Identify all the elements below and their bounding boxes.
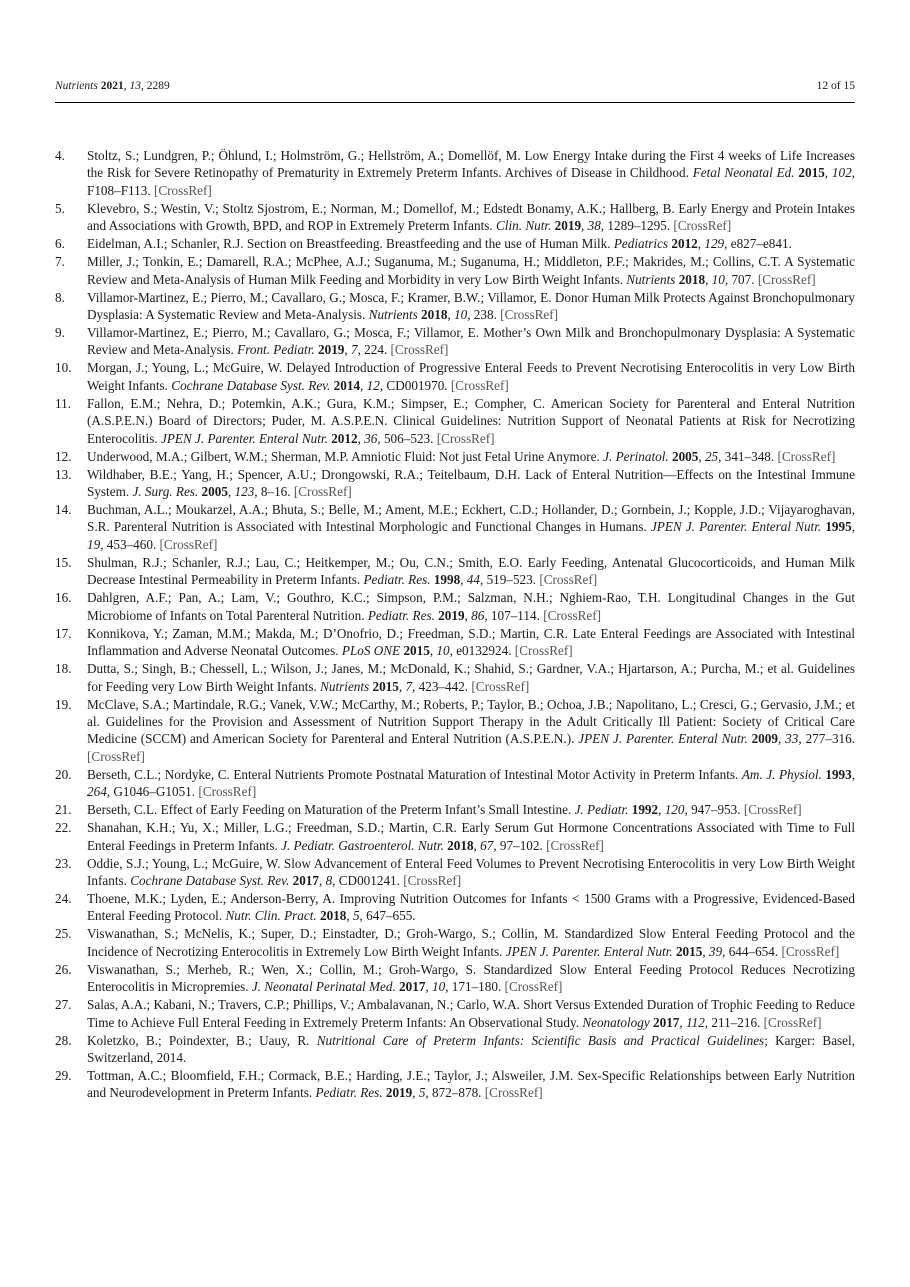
reference-journal: Nutrients bbox=[320, 678, 370, 694]
reference-number: 28. bbox=[55, 1032, 72, 1048]
reference-journal: 39 bbox=[708, 943, 723, 959]
reference-year: 2015 bbox=[403, 643, 430, 659]
journal-article: , 2289 bbox=[140, 80, 170, 92]
reference-year: 2017 bbox=[292, 872, 319, 888]
reference-item bbox=[55, 359, 855, 394]
reference-number: 27. bbox=[55, 997, 72, 1013]
crossref-link[interactable]: [CrossRef] bbox=[673, 218, 732, 234]
reference-text: Eidelman, A.I.; Schanler, R.J. Section on Breastfeeding. Breastfeeding and the use of Human Milk. bbox=[87, 236, 614, 252]
reference-number: 21. bbox=[55, 802, 72, 818]
crossref-link[interactable]: [CrossRef] bbox=[436, 430, 495, 446]
crossref-link[interactable]: [CrossRef] bbox=[539, 572, 598, 588]
reference-journal: Neonatology bbox=[582, 1014, 650, 1030]
reference-item bbox=[55, 625, 855, 660]
reference-item bbox=[55, 961, 855, 996]
journal-volume: 13 bbox=[129, 80, 141, 92]
reference-text: , 8–16. bbox=[254, 484, 294, 500]
reference-journal: 8 bbox=[325, 872, 333, 888]
reference-item bbox=[55, 855, 855, 890]
reference-item bbox=[55, 200, 855, 235]
reference-item bbox=[55, 801, 855, 818]
reference-text: Viswanathan, S.; Merheb, R.; Wen, X.; Collin, M.; Groh-Wargo, S. Standardized Slow Enteral Feeding Protocol Reduces Necrotizing Enterocolitis in Micropremies. bbox=[87, 961, 855, 995]
reference-journal: JPEN J. Parenter. Enteral Nutr. bbox=[160, 430, 328, 446]
crossref-link[interactable]: [CrossRef] bbox=[390, 342, 449, 358]
reference-journal: 10 bbox=[454, 307, 468, 323]
reference-text: Morgan, J.; Young, L.; McGuire, W. Delayed Introduction of Progressive Enteral Feeds to Prevent Necrotising Enterocolitis in very Low Birth Weight Infants. bbox=[87, 360, 855, 393]
reference-journal: 7 bbox=[405, 678, 413, 694]
reference-journal: J. Pediatr. bbox=[574, 802, 629, 818]
reference-number: 11. bbox=[55, 395, 71, 411]
reference-text: , bbox=[679, 1014, 686, 1030]
reference-year: 2018 bbox=[678, 271, 706, 287]
reference-year: 2014 bbox=[333, 377, 361, 393]
reference-journal: Fetal Neonatal Ed. bbox=[692, 165, 795, 181]
reference-text: , bbox=[318, 872, 326, 888]
reference-journal: Pediatr. Res. bbox=[367, 607, 435, 623]
reference-number: 10. bbox=[55, 360, 72, 376]
reference-year: 2009 bbox=[751, 731, 778, 747]
reference-item bbox=[55, 501, 855, 553]
reference-text: , bbox=[227, 484, 235, 500]
reference-year: 2012 bbox=[671, 236, 698, 252]
reference-text: Miller, J.; Tonkin, E.; Damarell, R.A.; McPhee, A.J.; Suganuma, M.; Suganuma, H.; Middleton, P.F.; Makrides, M.; Collins, C.T. A Systematic Review and Meta-Analysis of Human Milk Feeding and Morbidity in very Low Birth Weight Infants. bbox=[87, 254, 855, 287]
reference-text: , bbox=[429, 643, 437, 659]
reference-text: , CD001241. bbox=[332, 872, 404, 888]
reference-year: 2019 bbox=[385, 1085, 413, 1101]
reference-journal: 19 bbox=[87, 536, 101, 552]
reference-journal: J. Pediatr. Gastroenterol. Nutr. bbox=[281, 837, 444, 853]
crossref-link[interactable]: [CrossRef] bbox=[471, 678, 530, 694]
reference-text: , bbox=[346, 908, 353, 924]
reference-number: 25. bbox=[55, 926, 72, 942]
reference-item bbox=[55, 660, 855, 695]
reference-text: , 97–102. bbox=[493, 837, 547, 853]
reference-text: , CD001970. bbox=[379, 377, 451, 393]
reference-text: Underwood, M.A.; Gilbert, W.M.; Sherman, M.P. Amniotic Fluid: Not just Fetal Urine Anymore. bbox=[87, 448, 604, 464]
reference-text: Berseth, C.L.; Nordyke, C. Enteral Nutrients Promote Postnatal Maturation of Intestinal Motor Activity in Preterm Infants. bbox=[87, 766, 742, 782]
reference-text: , bbox=[412, 1085, 419, 1101]
crossref-link[interactable]: [CrossRef] bbox=[403, 872, 462, 888]
reference-year: 2018 bbox=[319, 908, 347, 924]
reference-journal: 36 bbox=[364, 430, 378, 446]
reference-number: 7. bbox=[55, 254, 65, 270]
journal-name: Nutrients bbox=[55, 80, 98, 92]
reference-text: , 519–523. bbox=[479, 572, 540, 588]
reference-item bbox=[55, 253, 855, 288]
reference-journal: PLoS ONE bbox=[341, 643, 401, 659]
reference-item bbox=[55, 466, 855, 501]
reference-number: 18. bbox=[55, 661, 72, 677]
crossref-link[interactable]: [CrossRef] bbox=[763, 1014, 822, 1030]
reference-year: 2019 bbox=[438, 607, 465, 623]
page-number: 12 of 15 bbox=[816, 80, 855, 92]
reference-number: 9. bbox=[55, 325, 65, 341]
reference-text: Koletzko, B.; Poindexter, B.; Uauy, R. bbox=[87, 1032, 317, 1048]
reference-journal: Pediatrics bbox=[613, 236, 669, 252]
reference-text: McClave, S.A.; Martindale, R.G.; Vanek, V.W.; McCarthy, M.; Roberts, P.; Taylor, B.; Ochoa, J.B.; Napolitano, L.; Cresci, G.; Gervasio, J.M.; et al. Guidelines for the Provision and Assessment of Nutrition Support Therapy in the Adult Critically Ill Patient: Society of Critical Care Medicine (SCCM) and American Society for Parenteral and Enteral Nutrition (A.S.P.E.N.). bbox=[87, 696, 855, 747]
reference-item bbox=[55, 890, 855, 925]
reference-item bbox=[55, 235, 855, 252]
reference-text: , bbox=[824, 165, 832, 181]
reference-journal: Am. J. Physiol. bbox=[741, 766, 822, 782]
reference-number: 6. bbox=[55, 236, 65, 252]
reference-text: Fallon, E.M.; Nehra, D.; Potemkin, A.K.; Gura, K.M.; Simpser, E.; Compher, C. American Society for Parenteral and Enteral Nutrition (A.S.P.E.N.) Board of Directors; Puder, M. A.S.P.E.N. Clinical Guidelines: Nutrition Support of Neonatal Patients at Risk for Necrotizing Enterocolitis. bbox=[87, 395, 855, 446]
reference-text: Konnikova, Y.; Zaman, M.M.; Makda, M.; D’Onofrio, D.; Freedman, S.D.; Martin, C.R. Late Enteral Feedings are Associated with Intestinal Inflammation and Adverse Neonatal Outcomes. bbox=[87, 625, 855, 659]
reference-text: , 647–655. bbox=[359, 908, 416, 924]
reference-journal: J. Perinatol. bbox=[603, 448, 669, 464]
reference-journal: 12 bbox=[366, 377, 380, 393]
reference-number: 15. bbox=[55, 554, 72, 570]
reference-journal: Pediatr. Res. bbox=[363, 572, 431, 588]
reference-number: 29. bbox=[55, 1067, 72, 1083]
reference-number: 16. bbox=[55, 590, 72, 606]
reference-number: 4. bbox=[55, 148, 65, 163]
reference-text: Tottman, A.C.; Bloomfield, F.H.; Cormack, B.E.; Harding, J.E.; Taylor, J.; Alsweiler, J.M. Sex-Specific Relationships between Early Nutrition and Neurodevelopment in Preterm Infants. bbox=[87, 1067, 855, 1101]
reference-number: 14. bbox=[55, 502, 72, 518]
reference-journal: 25 bbox=[704, 448, 719, 464]
running-header bbox=[55, 80, 855, 103]
reference-journal: Cochrane Database Syst. Rev. bbox=[130, 872, 290, 888]
reference-journal: Clin. Nutr. bbox=[496, 218, 552, 234]
reference-text: , 453–460. bbox=[100, 536, 160, 552]
reference-item bbox=[55, 996, 855, 1031]
crossref-link[interactable]: [CrossRef] bbox=[743, 802, 802, 818]
reference-number: 23. bbox=[55, 855, 72, 871]
reference-journal: 67 bbox=[480, 837, 494, 853]
reference-item bbox=[55, 766, 855, 801]
reference-text: ; Karger: Basel, Switzerland, 2014. bbox=[87, 1032, 855, 1065]
reference-item bbox=[55, 147, 855, 199]
reference-year: 1995 bbox=[825, 519, 852, 535]
reference-text: , bbox=[464, 607, 472, 623]
reference-journal: 129 bbox=[704, 236, 725, 252]
reference-text: , bbox=[777, 731, 786, 747]
reference-journal: 38 bbox=[587, 218, 601, 234]
reference-text: , e827–e841. bbox=[724, 236, 792, 252]
reference-item bbox=[55, 395, 855, 447]
reference-journal: Nutrients bbox=[368, 307, 418, 323]
reference-journal: 5 bbox=[352, 908, 360, 924]
reference-text: , bbox=[658, 802, 665, 818]
reference-text: Villamor-Martinez, E.; Pierro, M.; Cavallaro, G.; Mosca, F.; Kramer, B.W.; Villamor, E. Donor Human Milk Protects Against Bronchopulmonary Dysplasia: A Systematic Review and Meta-Analysis. bbox=[87, 289, 855, 323]
reference-text: Stoltz, S.; Lundgren, P.; Öhlund, I.; Holmström, G.; Hellström, A.; Domellöf, M. Low Energy Intake during the First 4 weeks of Life Increases the Risk for Severe Retinopathy of Prematurity in Extremely Preterm Infants. Archives of Disease in Childhood. bbox=[87, 148, 855, 181]
reference-item bbox=[55, 819, 855, 854]
reference-text: , bbox=[851, 519, 855, 535]
reference-text: , 211–216. bbox=[704, 1014, 764, 1030]
crossref-link[interactable]: [CrossRef] bbox=[514, 643, 573, 659]
reference-year: 2019 bbox=[554, 218, 582, 234]
reference-journal: 112 bbox=[685, 1014, 705, 1030]
reference-number: 26. bbox=[55, 961, 72, 977]
reference-text: , bbox=[697, 236, 705, 252]
reference-journal: 7 bbox=[350, 342, 358, 358]
reference-year: 1998 bbox=[433, 572, 461, 588]
reference-journal: 5 bbox=[418, 1085, 426, 1101]
reference-text: , 224. bbox=[357, 342, 391, 358]
reference-number: 17. bbox=[55, 625, 72, 641]
reference-journal: Front. Pediatr. bbox=[237, 342, 315, 358]
reference-journal: 123 bbox=[234, 484, 255, 500]
reference-text: , bbox=[360, 377, 367, 393]
reference-list bbox=[55, 147, 855, 1102]
reference-text: Salas, A.A.; Kabani, N.; Travers, C.P.; Phillips, V.; Ambalavanan, N.; Carlo, W.A. Short Versus Extended Duration of Trophic Feeding to Reduce Time to Achieve Full Enteral Feeding in Extremely Preterm Infants: An Observational Study. bbox=[87, 997, 855, 1030]
crossref-link[interactable]: [CrossRef] bbox=[198, 784, 257, 800]
reference-item bbox=[55, 696, 855, 766]
reference-number: 22. bbox=[55, 820, 72, 836]
reference-item bbox=[55, 289, 855, 324]
crossref-link[interactable]: [CrossRef] bbox=[781, 943, 840, 959]
reference-journal: 120 bbox=[664, 802, 685, 818]
reference-text: , 277–316. bbox=[798, 731, 856, 747]
reference-text: , bbox=[581, 218, 588, 234]
reference-text: , bbox=[425, 979, 433, 995]
reference-text: , bbox=[398, 678, 406, 694]
reference-text: , 947–953. bbox=[684, 802, 744, 818]
reference-text: , bbox=[705, 271, 712, 287]
journal-year: 2021 bbox=[100, 80, 124, 92]
reference-text: Oddie, S.J.; Young, L.; McGuire, W. Slow Advancement of Enteral Feed Volumes to Prevent Necrotising Enterocolitis in very Low Birth Weight Infants. bbox=[87, 855, 855, 888]
crossref-link[interactable]: [CrossRef] bbox=[777, 448, 836, 464]
reference-item bbox=[55, 925, 855, 960]
reference-text: Klevebro, S.; Westin, V.; Stoltz Sjostrom, E.; Norman, M.; Domellof, M.; Edstedt Bonamy, A.K.; Hallberg, B. Early Energy and Protein Intakes and Associations with Growth, BPD, and ROP in Extremely Preterm Infants. bbox=[87, 200, 855, 234]
reference-journal: Cochrane Database Syst. Rev. bbox=[171, 377, 331, 393]
reference-journal: 102 bbox=[831, 165, 852, 181]
reference-text: , bbox=[698, 448, 705, 464]
reference-text: , 1289–1295. bbox=[600, 218, 674, 234]
reference-year: 2017 bbox=[653, 1014, 680, 1030]
crossref-link[interactable]: [CrossRef] bbox=[546, 837, 604, 853]
reference-text: , bbox=[473, 837, 481, 853]
reference-item bbox=[55, 324, 855, 359]
reference-journal: 10 bbox=[711, 271, 725, 287]
reference-year: 2015 bbox=[372, 678, 399, 694]
reference-text: Dutta, S.; Singh, B.; Chessell, L.; Wilson, J.; Janes, M.; McDonald, K.; Shahid, S.; Gardner, V.A.; Hjartarson, A.; Purcha, M.; et al. Guidelines for Feeding very Low Birth Weight Infants. bbox=[87, 661, 855, 694]
reference-year: 2005 bbox=[671, 448, 699, 464]
reference-year: 2019 bbox=[318, 342, 345, 358]
reference-text: , bbox=[851, 766, 856, 782]
reference-item bbox=[55, 554, 855, 589]
reference-text: , bbox=[357, 430, 365, 446]
reference-journal: 33 bbox=[785, 731, 799, 747]
reference-number: 8. bbox=[55, 289, 65, 305]
reference-year: 2018 bbox=[447, 837, 474, 853]
reference-text: Shanahan, K.H.; Yu, X.; Miller, L.G.; Freedman, S.D.; Martin, C.R. Early Serum Gut Hormone Concentrations Associated with Time to Full Enteral Feedings in Preterm Infants. bbox=[87, 820, 855, 853]
reference-number: 5. bbox=[55, 200, 65, 216]
reference-journal: JPEN J. Parenter. Enteral Nutr. bbox=[650, 519, 822, 535]
reference-text: , bbox=[344, 342, 351, 358]
reference-text: Buchman, A.L.; Moukarzel, A.A.; Bhuta, S.; Belle, M.; Ament, M.E.; Eckhert, C.D.; Hollander, D.; Gornbein, J.; Kopple, J.D.; Vijayaroghavan, S.R. Parenteral Nutrition is Associated with Intestinal Morphologic and Functional Changes in Humans. bbox=[87, 502, 855, 535]
reference-text: , bbox=[702, 943, 709, 959]
reference-text: , 506–523. bbox=[377, 430, 437, 446]
reference-journal: 10 bbox=[436, 643, 450, 659]
reference-number: 13. bbox=[55, 466, 72, 482]
reference-journal: JPEN J. Parenter. Enteral Nutr. bbox=[505, 943, 673, 959]
reference-item bbox=[55, 1032, 855, 1067]
crossref-link[interactable]: [CrossRef] bbox=[504, 979, 563, 995]
reference-journal: 44 bbox=[466, 572, 480, 588]
reference-item bbox=[55, 1067, 855, 1102]
crossref-link[interactable]: [CrossRef] bbox=[484, 1085, 543, 1101]
reference-text: , 238. bbox=[467, 307, 501, 323]
reference-year: 2005 bbox=[201, 484, 228, 500]
reference-text: , 171–180. bbox=[445, 979, 505, 995]
reference-text: Thoene, M.K.; Lyden, E.; Anderson-Berry, A. Improving Nutrition Outcomes for Infants < 1500 Grams with a Progressive, Evidenced-Based Enteral Feeding Protocol. bbox=[87, 890, 855, 924]
reference-text: , 341–348. bbox=[718, 448, 778, 464]
reference-year: 2018 bbox=[421, 307, 448, 323]
reference-journal: JPEN J. Parenter. Enteral Nutr. bbox=[578, 731, 748, 747]
reference-year: 1993 bbox=[825, 766, 852, 782]
reference-number: 12. bbox=[55, 448, 72, 464]
reference-text: Villamor-Martinez, E.; Pierro, M.; Cavallaro, G.; Mosca, F.; Villamor, E. Mother’s Own Milk and Bronchopulmonary Dysplasia: A Systematic Review and Meta-Analysis. bbox=[87, 325, 855, 358]
reference-journal: Pediatr. Res. bbox=[315, 1085, 383, 1101]
crossref-link[interactable]: [CrossRef] bbox=[159, 536, 218, 552]
crossref-link[interactable]: [CrossRef] bbox=[293, 484, 352, 500]
reference-year: 1992 bbox=[631, 802, 659, 818]
crossref-link[interactable]: [CrossRef] bbox=[500, 307, 559, 323]
crossref-link[interactable]: [CrossRef] bbox=[757, 271, 816, 287]
crossref-link[interactable]: [CrossRef] bbox=[153, 182, 212, 198]
reference-text: Shulman, R.J.; Schanler, R.J.; Lau, C.; Heitkemper, M.; Ou, C.N.; Smith, E.O. Early Feeding, Antenatal Glucocorticoids, and Human Milk Decrease Intestinal Permeability in Preterm Infants. bbox=[87, 554, 855, 588]
reference-journal: Nutrients bbox=[626, 271, 676, 287]
reference-text: , 423–442. bbox=[412, 678, 472, 694]
reference-journal: 86 bbox=[471, 607, 485, 623]
reference-year: 2017 bbox=[399, 979, 426, 995]
reference-journal: Nutr. Clin. Pract. bbox=[225, 908, 317, 924]
crossref-link[interactable]: [CrossRef] bbox=[543, 607, 602, 623]
reference-text: , 644–654. bbox=[722, 943, 782, 959]
reference-item bbox=[55, 448, 855, 465]
crossref-link[interactable]: [CrossRef] bbox=[87, 748, 145, 764]
reference-text: Wildhaber, B.E.; Yang, H.; Spencer, A.U.; Drongowski, R.A.; Teitelbaum, D.H. Lack of Enteral Nutrition—Effects on the Intestinal Immune System. bbox=[87, 466, 855, 500]
reference-item bbox=[55, 589, 855, 624]
reference-journal: 264 bbox=[87, 784, 107, 800]
reference-text: , F108–F113. bbox=[87, 165, 855, 198]
reference-text: , 872–878. bbox=[425, 1085, 485, 1101]
crossref-link[interactable]: [CrossRef] bbox=[450, 377, 509, 393]
reference-text: Berseth, C.L. Effect of Early Feeding on Maturation of the Preterm Infant’s Small Intestine. bbox=[87, 802, 575, 818]
reference-year: 2012 bbox=[331, 430, 358, 446]
reference-text: Viswanathan, S.; McNelis, K.; Super, D.; Einstadter, D.; Groh-Wargo, S.; Collin, M. Standardized Slow Enteral Feeding Protocol and the Incidence of Necrotizing Enterocolitis in Extremely Low Birth Weight Infants. bbox=[87, 926, 855, 959]
reference-year: 2015 bbox=[675, 943, 703, 959]
reference-text: , e0132924. bbox=[449, 643, 515, 659]
reference-text: , 707. bbox=[724, 271, 758, 287]
reference-number: 19. bbox=[55, 696, 72, 712]
journal-citation: Nutrients 2021, 13, 2289 bbox=[55, 80, 170, 92]
reference-year: 2015 bbox=[798, 165, 825, 181]
reference-text: , bbox=[460, 572, 467, 588]
reference-text: Dahlgren, A.F.; Pan, A.; Lam, V.; Gouthro, K.C.; Simpson, P.M.; Salzman, N.H.; Nghiem-Rao, T.H. Longitudinal Changes in the Gut Microbiome of Infants on Total Parenteral Nutrition. bbox=[87, 590, 855, 623]
reference-number: 20. bbox=[55, 766, 72, 782]
reference-journal: Nutritional Care of Preterm Infants: Scientific Basis and Practical Guidelines bbox=[316, 1032, 765, 1048]
reference-journal: 10 bbox=[432, 979, 446, 995]
reference-text: , 107–114. bbox=[484, 607, 544, 623]
reference-journal: J. Surg. Res. bbox=[132, 484, 199, 500]
reference-number: 24. bbox=[55, 890, 72, 906]
reference-text: , G1046–G1051. bbox=[106, 784, 199, 800]
reference-journal: J. Neonatal Perinatal Med. bbox=[251, 979, 396, 995]
reference-text: , bbox=[447, 307, 455, 323]
